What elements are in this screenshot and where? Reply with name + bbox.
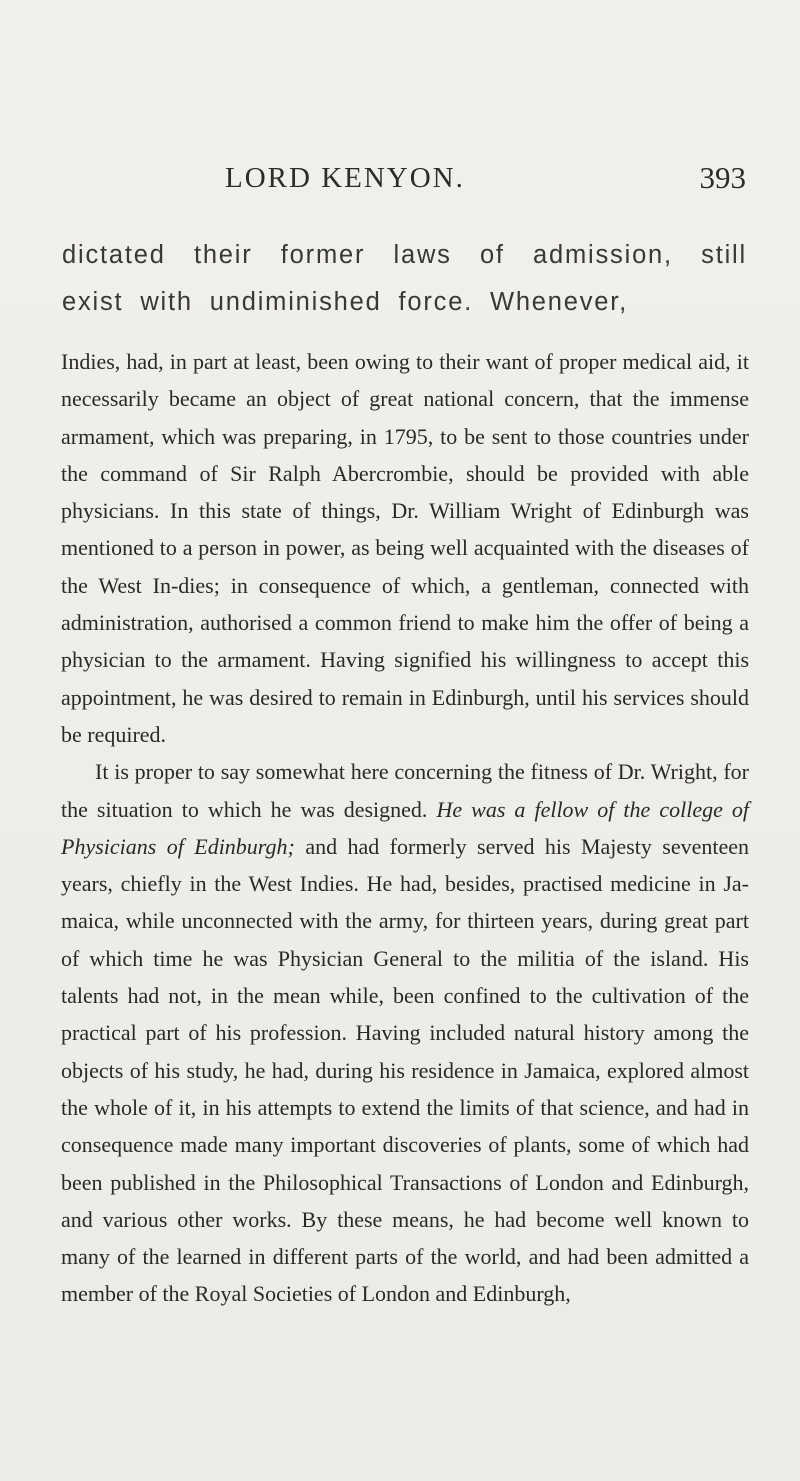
paragraph bbox=[61, 753, 749, 1312]
pasted-text-fragment: dictated their former laws of admission, still exist with undiminished force. Whenever, bbox=[62, 241, 747, 316]
paragraph-text: and had formerly served his Majesty seventeen years, chiefly in the West Indies. He had, besides, practised medicine in Ja-maica, while unconnected with the army, for thirteen years, during great part of which time he was Physician General to the militia of the island. His talents had not, in the mean while, been confined to the cultivation of the practical part of his profession. Having included natural history among the objects of his study, he had, during his residence in Jamaica, explored almost the whole of it, in his attempts to extend the limits of that science, and had in consequence made many important discoveries of plants, some of which had been published in the Philosophical Transactions of London and Edinburgh, and various other works. By these means, he had become well known to many of the learned in different parts of the world, and had been admitted a member of the Royal Societies of London and Edinburgh, bbox=[61, 833, 749, 1307]
running-head: LORD KENYON. bbox=[225, 162, 465, 194]
paragraph: Indies, had, in part at least, been owing to their want of proper medical aid, it necessarily became an object of great national concern, that the immense armament, which was preparing, in 1795, to be sent to those countries under the command of Sir Ralph Abercrombie, should be provided with able physicians. In this state of things, Dr. William Wright of Edinburgh was mentioned to a person in power, as being well acquainted with the diseases of the West In-dies; in consequence of which, a gentleman, connected with administration, authorised a common friend to make him the offer of being a physician to the armament. Having signified his willingness to accept this appointment, he was desired to remain in Edinburgh, until his services should be required. bbox=[61, 349, 749, 747]
page-header bbox=[225, 162, 746, 198]
page-number: 393 bbox=[699, 160, 746, 195]
paragraph-text: It is proper to say somewhat here concerning the fitness of Dr. Wright, for the situation to which he was designed. bbox=[61, 759, 749, 822]
italic-text: He was a fellow of the college of Physicians of Edinburgh; bbox=[61, 796, 749, 859]
body-text bbox=[61, 343, 749, 1313]
